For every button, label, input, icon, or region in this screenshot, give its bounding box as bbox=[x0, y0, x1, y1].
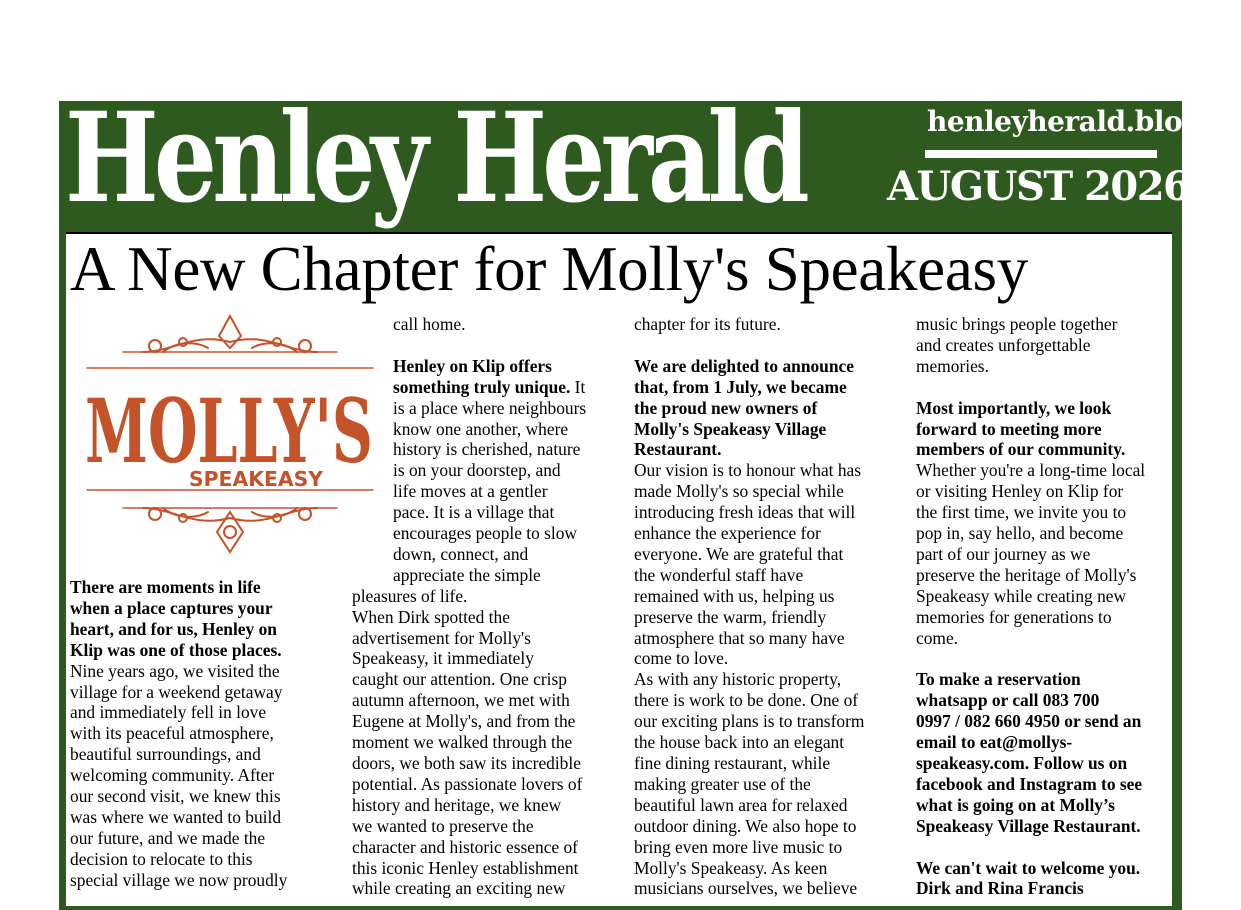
text-line: Molly's Speakeasy Village bbox=[634, 418, 827, 439]
text-line: call home. bbox=[393, 314, 466, 334]
text-line: To make a reservation bbox=[916, 669, 1081, 690]
text-line: with its peaceful atmosphere, bbox=[70, 723, 274, 744]
text-line: speakeasy.com. Follow us on bbox=[916, 753, 1128, 773]
text-line: preserve the heritage of Molly's bbox=[916, 564, 1137, 585]
text-line: As with any historic property, bbox=[634, 669, 842, 690]
text-line: what is going on at Molly’s bbox=[916, 794, 1115, 815]
text-line: Nine years ago, we visited the bbox=[70, 660, 280, 681]
text-line: Most importantly, we look bbox=[916, 397, 1112, 418]
text-line: Molly's Speakeasy. As keen bbox=[634, 857, 828, 878]
text-line: and immediately fell in love bbox=[70, 702, 267, 723]
article-headline: A New Chapter for Molly's Speakeasy bbox=[70, 234, 1028, 304]
text-line: our second visit, we knew this bbox=[70, 786, 281, 807]
text-line: Dirk and Rina Francis bbox=[916, 878, 1084, 899]
text-line: advertisement for Molly's bbox=[352, 627, 531, 648]
text-line: bring even more live music to bbox=[634, 836, 843, 857]
text-line bbox=[352, 335, 586, 356]
text-line: potential. As passionate lovers of bbox=[352, 773, 583, 794]
text-line: character and historic essence of bbox=[352, 836, 578, 857]
text-line: when a place captures your bbox=[70, 597, 273, 618]
text-line: history is cherished, nature bbox=[393, 439, 581, 460]
text-line: beautiful surroundings, and bbox=[70, 744, 261, 765]
text-line: memories for generations to bbox=[916, 606, 1112, 627]
text-line: appreciate the simple bbox=[393, 564, 541, 585]
text-line: come. bbox=[916, 627, 959, 648]
text-line: introducing fresh ideas that will bbox=[634, 502, 856, 523]
masthead-divider bbox=[925, 150, 1157, 158]
text-line: music brings people together bbox=[916, 314, 1118, 334]
text-line: Speakeasy, it immediately bbox=[352, 648, 534, 669]
text-line: our future, and we made the bbox=[70, 827, 266, 848]
article-column-4 bbox=[916, 314, 1145, 899]
text-line: doors, we both saw its incredible bbox=[352, 753, 581, 774]
article-column-1 bbox=[70, 577, 287, 891]
text-line: moment we walked through the bbox=[352, 732, 573, 753]
text-line: Restaurant. bbox=[634, 439, 722, 460]
text-line: our exciting plans is to transform bbox=[634, 711, 865, 732]
text-line: this iconic Henley establishment bbox=[352, 857, 579, 878]
text-line: forward to meeting more bbox=[916, 418, 1102, 439]
text-line: autumn afternoon, we met with bbox=[352, 690, 570, 711]
text-line: that, from 1 July, we became bbox=[634, 376, 847, 397]
text-line: We can't wait to welcome you. bbox=[916, 857, 1141, 878]
text-line: down, connect, and bbox=[393, 543, 529, 564]
text-line: When Dirk spotted the bbox=[352, 606, 510, 627]
text-line: outdoor dining. We also hope to bbox=[634, 815, 857, 836]
text-line: or visiting Henley on Klip for bbox=[916, 481, 1124, 502]
text-line: caught our attention. One crisp bbox=[352, 669, 567, 690]
text-line: was where we wanted to build bbox=[70, 806, 282, 827]
text-line bbox=[916, 377, 1145, 398]
logo-subtitle: SPEAKEASY bbox=[189, 467, 324, 491]
text-line: part of our journey as we bbox=[916, 543, 1091, 564]
text-line: history and heritage, we knew bbox=[352, 794, 562, 815]
masthead-url[interactable]: henleyherald.blog bbox=[927, 105, 1202, 138]
text-line: making greater use of the bbox=[634, 773, 811, 794]
text-line: pop in, say hello, and become bbox=[916, 523, 1124, 544]
text-line: 0997 / 082 660 4950 or send an bbox=[916, 711, 1142, 732]
text-line: members of our community. bbox=[916, 439, 1126, 460]
text-line: fine dining restaurant, while bbox=[634, 753, 831, 774]
text-line: memories. bbox=[916, 355, 989, 376]
text-line: the house back into an elegant bbox=[634, 732, 845, 753]
text-line: Henley on Klip offers bbox=[393, 355, 552, 376]
text-line: beautiful lawn area for relaxed bbox=[634, 794, 848, 815]
article-column-2 bbox=[352, 314, 586, 899]
text-line: There are moments in life bbox=[70, 577, 261, 597]
text-line: preserve the warm, friendly bbox=[634, 606, 827, 627]
text-line: pleasures of life. bbox=[352, 585, 468, 606]
text-line: the first time, we invite you to bbox=[916, 502, 1127, 523]
text-line: know one another, where bbox=[393, 418, 569, 439]
text-line: something truly unique. It bbox=[393, 376, 586, 397]
text-line: the proud new owners of bbox=[634, 397, 818, 418]
text-line: Speakeasy while creating new bbox=[916, 585, 1127, 606]
text-line: and creates unforgettable bbox=[916, 334, 1091, 355]
text-line: come to love. bbox=[634, 648, 729, 669]
text-line: chapter for its future. bbox=[634, 314, 781, 334]
text-line: Eugene at Molly's, and from the bbox=[352, 711, 576, 732]
text-line: encourages people to slow bbox=[393, 523, 577, 544]
article-column-3 bbox=[634, 314, 864, 899]
text-line: made Molly's so special while bbox=[634, 481, 844, 502]
text-line: there is work to be done. One of bbox=[634, 690, 859, 711]
text-line: is on your doorstep, and bbox=[393, 460, 561, 481]
masthead-title: Henley Herald bbox=[65, 86, 805, 231]
text-line: remained with us, helping us bbox=[634, 585, 835, 606]
mollys-speakeasy-logo bbox=[83, 312, 377, 566]
text-line: enhance the experience for bbox=[634, 523, 821, 544]
text-line: life moves at a gentler bbox=[393, 481, 548, 502]
text-line bbox=[916, 648, 1145, 669]
text-line bbox=[916, 837, 1145, 858]
text-line: the wonderful staff have bbox=[634, 564, 804, 585]
article-panel bbox=[66, 232, 1172, 906]
text-line: facebook and Instagram to see bbox=[916, 773, 1143, 794]
text-line: Whether you're a long-time local bbox=[916, 460, 1146, 481]
text-line: Our vision is to honour what has bbox=[634, 460, 862, 481]
text-line: heart, and for us, Henley on bbox=[70, 618, 277, 639]
text-line: welcoming community. After bbox=[70, 765, 275, 786]
text-line: village for a weekend getaway bbox=[70, 681, 283, 702]
newspaper-page bbox=[59, 86, 1202, 910]
text-line: email to eat@mollys- bbox=[916, 732, 1073, 753]
text-line: decision to relocate to this bbox=[70, 848, 253, 869]
text-line: we wanted to preserve the bbox=[352, 815, 534, 836]
logo-wordmark: MOLLY'S bbox=[85, 379, 373, 483]
text-line: Speakeasy Village Restaurant. bbox=[916, 815, 1141, 836]
issue-date: AUGUST 2026 bbox=[887, 163, 1190, 210]
text-line: We are delighted to announce bbox=[634, 355, 854, 376]
text-line: is a place where neighbours bbox=[393, 397, 587, 418]
text-line: everyone. We are grateful that bbox=[634, 543, 844, 564]
text-line: atmosphere that so many have bbox=[634, 627, 845, 648]
text-line: while creating an exciting new bbox=[352, 878, 566, 899]
text-line: Klip was one of those places. bbox=[70, 639, 282, 660]
text-line: musicians ourselves, we believe bbox=[634, 878, 858, 899]
text-line bbox=[634, 335, 864, 356]
text-line: whatsapp or call 083 700 bbox=[916, 690, 1100, 711]
text-line: special village we now proudly bbox=[70, 869, 288, 890]
text-line: pace. It is a village that bbox=[393, 502, 555, 523]
